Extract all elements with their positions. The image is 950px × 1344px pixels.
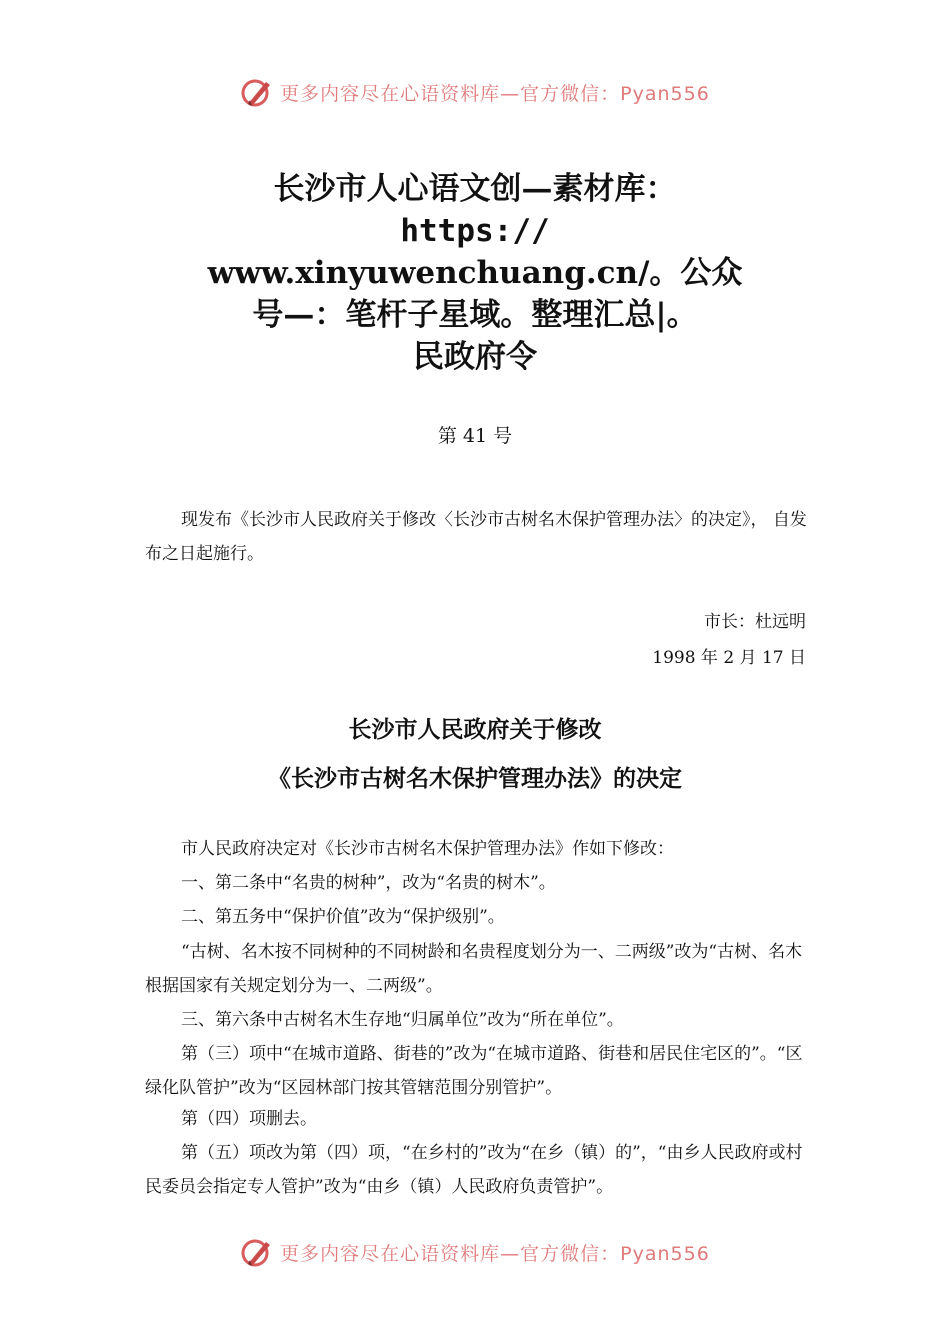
body-paragraph: 第（四）项删去。 [181, 1109, 317, 1129]
body-paragraph: 第（五）项改为第（四）项，“在乡村的”改为“在乡（镇）的”，“由乡人民政府或村民委员会指定专人管护”改为“由乡（镇）人民政府负责管护”。 [145, 1143, 803, 1197]
decision-title-line-1: 长沙市人民政府关于修改 [348, 716, 602, 743]
body-paragraph: 二、第五务中“保护价值”改为“保护级别”。 [181, 907, 505, 927]
document-header [0, 168, 950, 378]
pen-logo-icon [240, 1236, 274, 1268]
header-line-2: https:// [400, 213, 550, 249]
body-paragraph: 一、第二条中“名贵的树种”，改为“名贵的树木”。 [181, 873, 556, 893]
body-paragraph: 第（三）项中“在城市道路、街巷的”改为“在城市道路、街巷和居民住宅区的”。“区绿化队管护”改为“区园林部门按其管辖范围分别管护”。 [145, 1044, 803, 1098]
body-paragraph: 市人民政府决定对《长沙市古树名木保护管理办法》作如下修改： [181, 839, 674, 859]
watermark-text: 更多内容尽在心语资料库—官方微信：Pyan556 [280, 82, 710, 105]
promulgation-paragraph: 现发布《长沙市人民政府关于修改〈长沙市古树名木保护管理办法〉的决定》， 自发布之日起施行。 [145, 510, 807, 564]
header-line-3: www.xinyuwenchuang.cn/。公众 [207, 255, 743, 291]
watermark-text: 更多内容尽在心语资料库—官方微信：Pyan556 [280, 1242, 710, 1265]
decision-title-line-2: 《长沙市古树名木保护管理办法》的决定 [268, 765, 682, 792]
body-paragraph: “古树、名木按不同树种的不同树龄和名贵程度划分为一、二两级”改为“古树、名木根据国家有关规定划分为一、二两级”。 [145, 942, 803, 996]
pen-logo-icon [240, 76, 274, 108]
header-line-4: 号—：笔杆子星域。整理汇总|。 [252, 297, 698, 333]
mayor-signature: 市长：杜远明 [704, 612, 806, 632]
header-line-5: 民政府令 [413, 339, 537, 375]
body-paragraph: 三、第六条中古树名木生存地“归属单位”改为“所在单位”。 [181, 1010, 624, 1030]
watermark-bottom [0, 1236, 950, 1268]
signature-date: 1998 年 2 月 17 日 [652, 648, 806, 668]
document-number: 第 41 号 [437, 425, 513, 447]
header-line-1: 长沙市人心语文创—素材库： [273, 171, 677, 207]
watermark-top [0, 76, 950, 108]
